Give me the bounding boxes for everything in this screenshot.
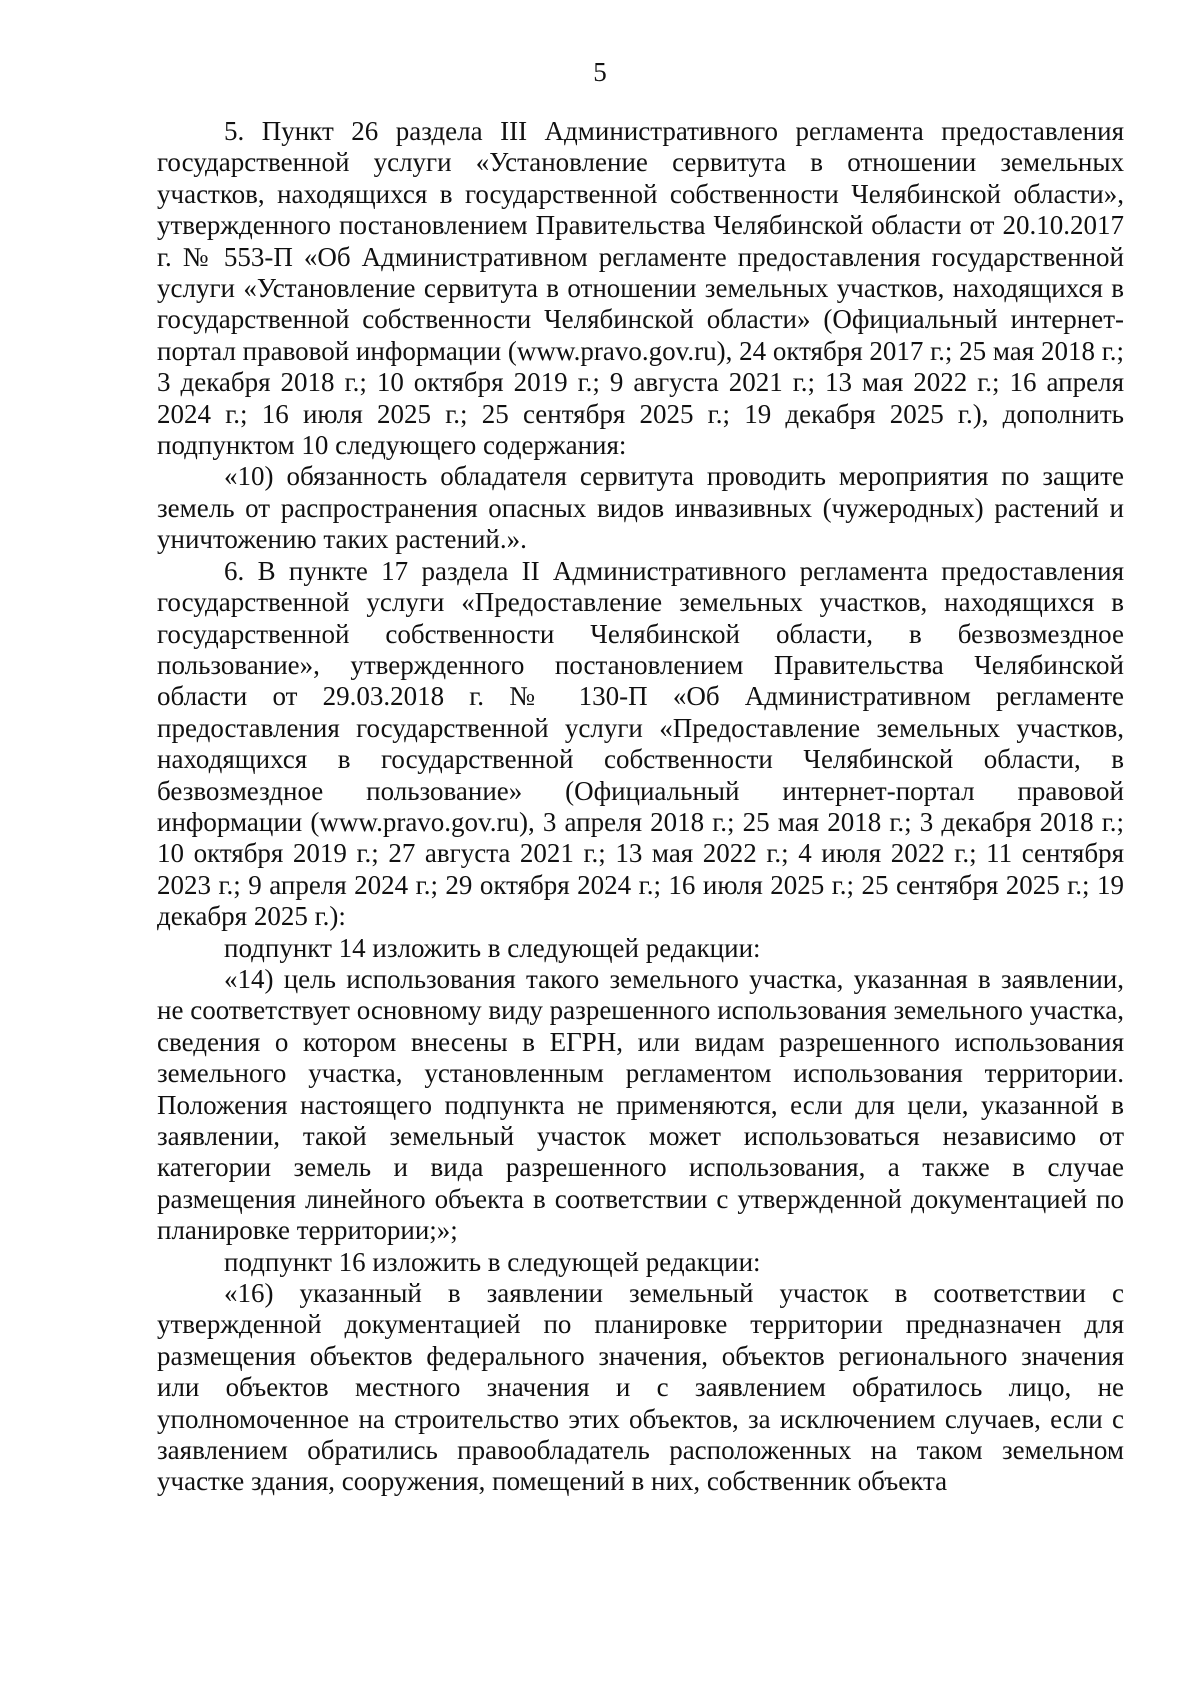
paragraph-subitem-10-text: «10) обязанность обладателя сервитута проводить мероприятия по защите земель от распространения опасных видов инвазивных (чужеродных) растений и уничтожению таких растений.».: [157, 461, 1124, 555]
paragraph-item-5: 5. Пункт 26 раздела III Административного регламента предоставления государственной услуги «Установление сервитута в отношении земельных участков, находящихся в государственной собственности Челябинской области», утвержденного постановлением Правительства Челябинской области от 20.10.2017 г. № 553-П «Об Административном регламенте предоставления государственной услуги «Установление сервитута в отношении земельных участков, находящихся в государственной собственности Челябинской области» (Официальный интернет-портал правовой информации (www.pravo.gov.ru), 24 октября 2017 г.; 25 мая 2018 г.; 3 декабря 2018 г.; 10 октября 2019 г.; 9 августа 2021 г.; 13 мая 2022 г.; 16 апреля 2024 г.; 16 июля 2025 г.; 25 сентября 2025 г.; 19 декабря 2025 г.), дополнить подпунктом 10 следующего содержания:: [157, 116, 1124, 461]
paragraph-subitem-16-text: «16) указанный в заявлении земельный участок в соответствии с утвержденной документацией по планировке территории предназначен для размещения объектов федерального значения, объектов регионального значения или объектов местного значения и с заявлением обратилось лицо, не уполномоченное на строительство этих объектов, за исключением случаев, если с заявлением обратились правообладатель расположенных на таком земельном участке здания, сооружения, помещений в них, собственник объекта: [157, 1278, 1124, 1497]
paragraph-item-6: 6. В пункте 17 раздела II Административного регламента предоставления государственной услуги «Предоставление земельных участков, находящихся в государственной собственности Челябинской области, в безвозмездное пользование», утвержденного постановлением Правительства Челябинской области от 29.03.2018 г. № 130-П «Об Административном регламенте предоставления государственной услуги «Предоставление земельных участков, находящихся в государственной собственности Челябинской области, в безвозмездное пользование» (Официальный интернет-портал правовой информации (www.pravo.gov.ru), 3 апреля 2018 г.; 25 мая 2018 г.; 3 декабря 2018 г.; 10 октября 2019 г.; 27 августа 2021 г.; 13 мая 2022 г.; 4 июля 2022 г.; 11 сентября 2023 г.; 9 апреля 2024 г.; 29 октября 2024 г.; 16 июля 2025 г.; 25 сентября 2025 г.; 19 декабря 2025 г.):: [157, 555, 1124, 932]
document-body: [157, 116, 1124, 1498]
paragraph-subitem-14-text: «14) цель использования такого земельного участка, указанная в заявлении, не соответствует основному виду разрешенного использования земельного участка, сведения о котором внесены в ЕГРН, или видам разрешенного использования земельного участка, установленным регламентом использования территории. Положения настоящего подпункта не применяются, если для цели, указанной в заявлении, такой земельный участок может использоваться независимо от категории земель и вида разрешенного использования, а также в случае размещения линейного объекта в соответствии с утвержденной документацией по планировке территории;»;: [157, 963, 1124, 1246]
paragraph-subitem-16-intro: подпункт 16 изложить в следующей редакции:: [224, 1246, 761, 1277]
paragraph-subitem-14-intro: подпункт 14 изложить в следующей редакции:: [224, 932, 761, 963]
page-number: 5: [593, 57, 607, 87]
